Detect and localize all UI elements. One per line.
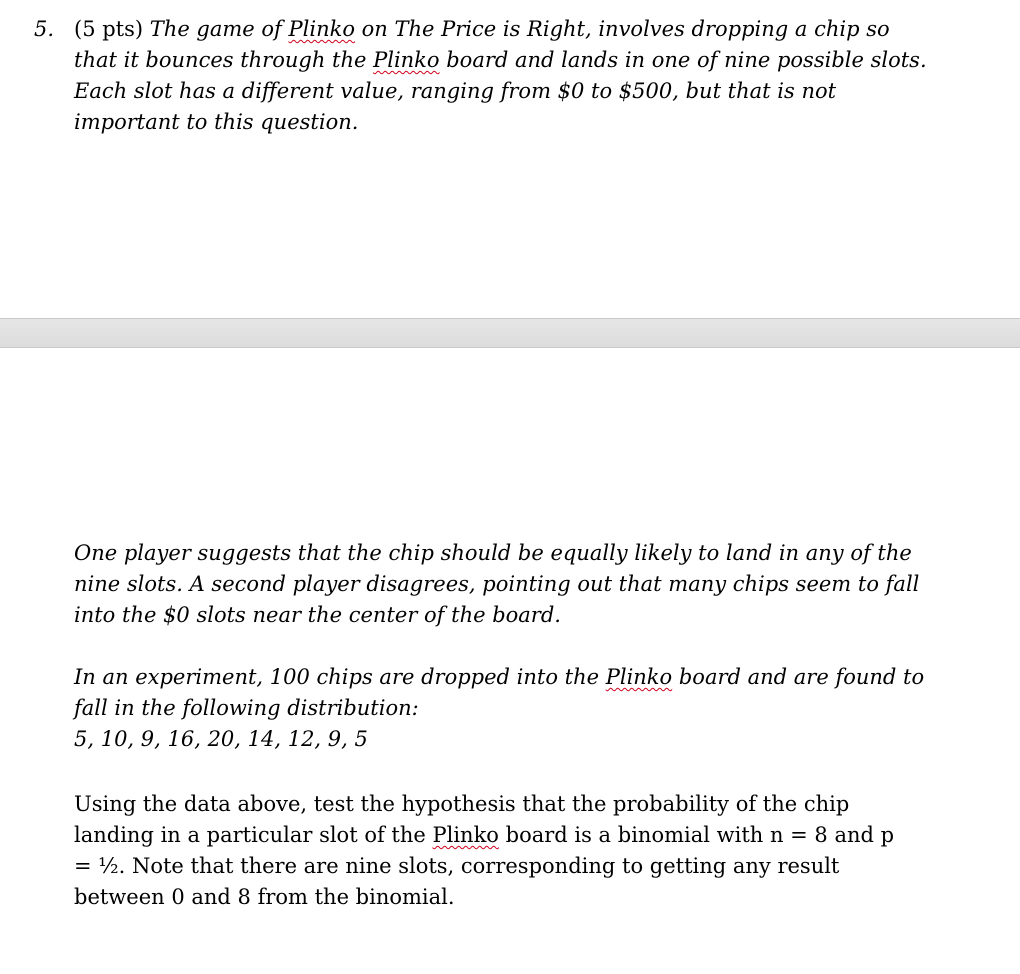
question-number: 5.: [34, 17, 55, 41]
suggest-line-2: nine slots. A second player disagrees, pointing out that many chips seem to fall: [74, 572, 920, 596]
spellcheck-word: Plinko: [288, 17, 355, 41]
distribution-values: 5, 10, 9, 16, 20, 14, 12, 9, 5: [74, 727, 368, 751]
experiment-line-1: In an experiment, 100 chips are dropped into the Plinko board and are found to: [74, 665, 925, 689]
suggest-line-1: One player suggests that the chip should be equally likely to land in any of the: [74, 541, 912, 565]
spellcheck-word: Plinko: [432, 823, 499, 847]
task-paragraph: [74, 789, 974, 913]
intro-line-2: that it bounces through the Plinko board and lands in one of nine possible slots.: [74, 48, 927, 72]
task-line-4: between 0 and 8 from the binomial.: [74, 885, 455, 909]
question-intro: [74, 14, 974, 138]
question-points: (5 pts): [74, 17, 144, 41]
task-line-3: = ½. Note that there are nine slots, corresponding to getting any result: [74, 854, 840, 878]
intro-line-4: important to this question.: [74, 110, 359, 134]
player-suggestion-paragraph: [74, 538, 974, 631]
spellcheck-word: Plinko: [605, 665, 673, 689]
task-line-2: landing in a particular slot of the Plinko board is a binomial with n = 8 and p: [74, 823, 895, 847]
experiment-line-2: fall in the following distribution:: [74, 696, 419, 720]
experiment-paragraph: [74, 662, 974, 755]
suggest-line-3: into the $0 slots near the center of the board.: [74, 603, 561, 627]
spellcheck-word: Plinko: [373, 48, 440, 72]
page-break-separator: [0, 318, 1020, 348]
intro-line-1: (5 pts) The game of Plinko on The Price is Right, involves dropping a chip so: [74, 17, 890, 41]
task-line-1: Using the data above, test the hypothesis that the probability of the chip: [74, 792, 850, 816]
intro-line-3: Each slot has a different value, ranging from $0 to $500, but that is not: [74, 79, 837, 103]
